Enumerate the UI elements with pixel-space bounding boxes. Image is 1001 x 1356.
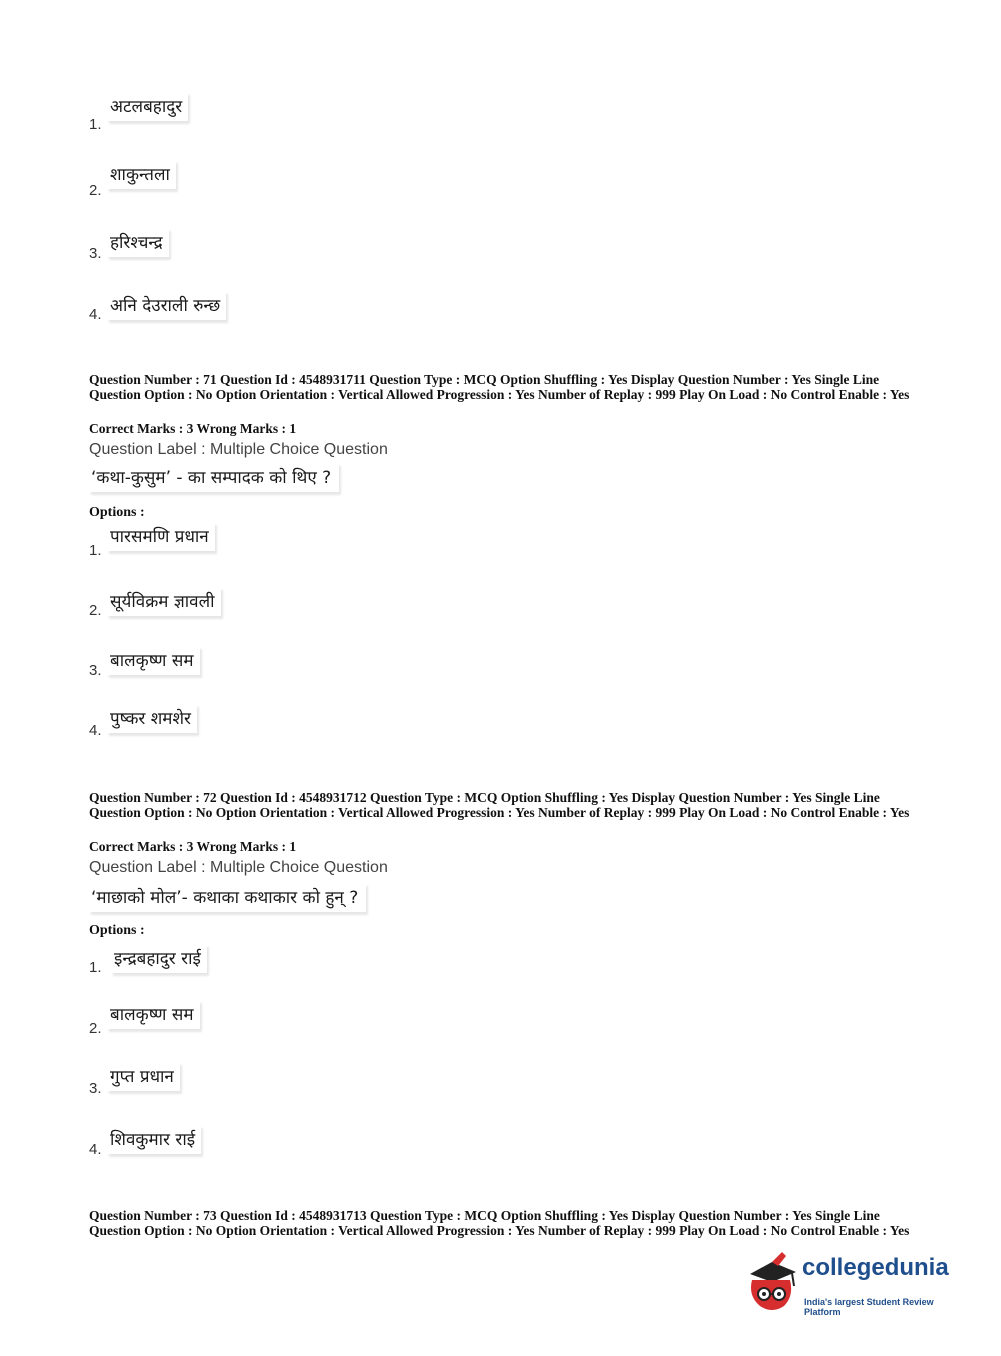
question-text: ‘माछाको मोल’- कथाका कथाकार को हुन् ? xyxy=(89,883,366,912)
option-text: पारसमणि प्रधान xyxy=(107,522,215,551)
mascot-icon xyxy=(742,1248,802,1318)
question-text: ‘कथा-कुसुम’ - का सम्पादक को थिए ? xyxy=(89,463,339,492)
option-number: 1. xyxy=(89,959,102,976)
option-text: इन्द्रबहादुर राई xyxy=(111,944,207,973)
option-text: बालकृष्ण सम xyxy=(107,1000,200,1029)
option-text: पुष्कर शमशेर xyxy=(107,704,197,733)
question-label: Question Label : Multiple Choice Question xyxy=(89,859,388,876)
option-number: 4. xyxy=(89,306,102,323)
option-number: 2. xyxy=(89,1020,102,1037)
brand-tagline: India's largest Student Review Platform xyxy=(804,1297,934,1317)
option-text: अटलबहादुर xyxy=(107,92,188,121)
question-label: Question Label : Multiple Choice Question xyxy=(89,441,388,458)
question-marks: Correct Marks : 3 Wrong Marks : 1 xyxy=(89,421,297,436)
question-marks: Correct Marks : 3 Wrong Marks : 1 xyxy=(89,839,297,854)
option-text: हरिश्चन्द्र xyxy=(107,228,169,257)
question-meta: Question Number : 71 Question Id : 4548931711 Question Type : MCQ Option Shuffling : Yes Display Question Number : Yes Single Line Question Option : No Option Orientation : Vertical Allowed Progression : Yes Number of Replay : 999 Play On Load : No Control Enable : Yes xyxy=(89,372,910,402)
option-number: 2. xyxy=(89,182,102,199)
option-number: 4. xyxy=(89,722,102,739)
option-text: अनि देउराली रुन्छ xyxy=(107,291,226,320)
option-number: 3. xyxy=(89,1080,102,1097)
option-text: गुप्त प्रधान xyxy=(107,1062,180,1091)
brand-name: collegedunia xyxy=(802,1254,949,1281)
question-meta: Question Number : 72 Question Id : 4548931712 Question Type : MCQ Option Shuffling : Yes Display Question Number : Yes Single Line Question Option : No Option Orientation : Vertical Allowed Progression : Yes Number of Replay : 999 Play On Load : No Control Enable : Yes xyxy=(89,790,910,820)
option-number: 3. xyxy=(89,662,102,679)
question-meta: Question Number : 73 Question Id : 4548931713 Question Type : MCQ Option Shuffling : Yes Display Question Number : Yes Single Line Question Option : No Option Orientation : Vertical Allowed Progression : Yes Number of Replay : 999 Play On Load : No Control Enable : Yes xyxy=(89,1208,910,1238)
options-heading: Options : xyxy=(89,505,145,520)
options-heading: Options : xyxy=(89,923,145,938)
option-text: बालकृष्ण सम xyxy=(107,646,200,675)
option-number: 1. xyxy=(89,116,102,133)
option-text: सूर्यविक्रम ज्ञावली xyxy=(107,587,221,616)
option-text: शिवकुमार राई xyxy=(107,1125,201,1154)
option-number: 2. xyxy=(89,602,102,619)
collegedunia-logo[interactable] xyxy=(742,1248,972,1318)
option-number: 1. xyxy=(89,542,102,559)
option-text: शाकुन्तला xyxy=(107,160,176,189)
option-number: 4. xyxy=(89,1141,102,1158)
option-number: 3. xyxy=(89,245,102,262)
